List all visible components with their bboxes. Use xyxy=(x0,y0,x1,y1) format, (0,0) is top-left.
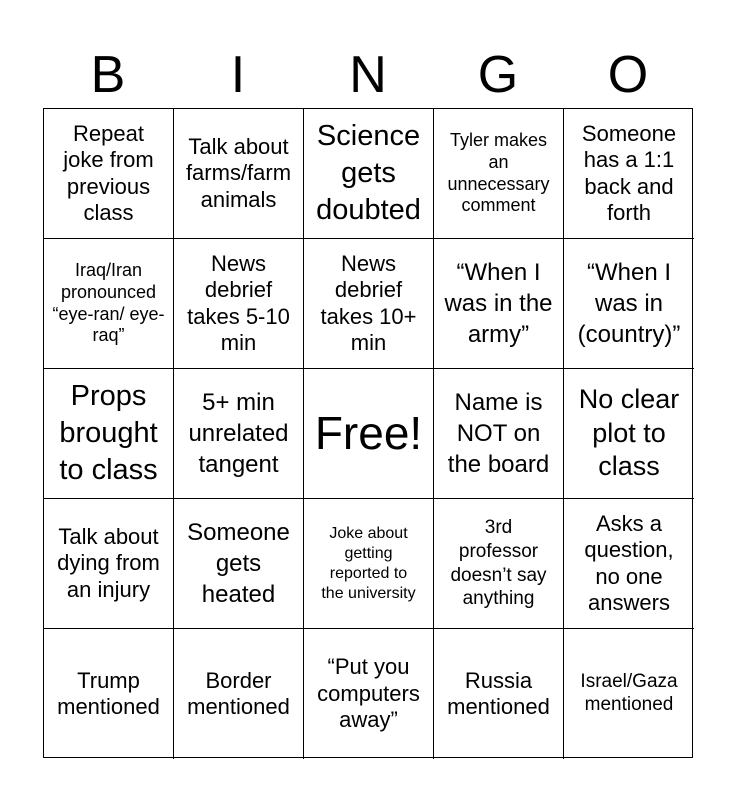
bingo-cell-free[interactable]: Free! xyxy=(304,369,434,499)
bingo-cell-r1-c1[interactable]: Repeat joke from previous class xyxy=(44,109,174,239)
bingo-cell-r3-c1[interactable]: Props brought to class xyxy=(44,369,174,499)
bingo-cell-r2-c4[interactable]: “When I was in the army” xyxy=(434,239,564,369)
bingo-cell-r1-c4[interactable]: Tyler makes an unnecessary comment xyxy=(434,109,564,239)
bingo-cell-r3-c4[interactable]: Name is NOT on the board xyxy=(434,369,564,499)
bingo-cell-r5-c1[interactable]: Trump mentioned xyxy=(44,629,174,759)
bingo-cell-r2-c5[interactable]: “When I was in (country)” xyxy=(564,239,694,369)
bingo-cell-r5-c2[interactable]: Border mentioned xyxy=(174,629,304,759)
header-letter-i: I xyxy=(230,46,246,104)
bingo-cell-r1-c3[interactable]: Science gets doubted xyxy=(304,109,434,239)
bingo-header xyxy=(43,40,693,108)
bingo-cell-r5-c5[interactable]: Israel/Gaza mentioned xyxy=(580,671,678,715)
header-letter-g: G xyxy=(477,46,519,104)
bingo-cell-r3-c2[interactable]: 5+ min unrelated tangent xyxy=(174,369,304,499)
bingo-cell-r2-c2[interactable]: News debrief takes 5-10 min xyxy=(174,239,304,369)
bingo-cell-r4-c1[interactable]: Talk about dying from an injury xyxy=(44,499,174,629)
bingo-cell-r4-c5[interactable]: Asks a question, no one answers xyxy=(564,499,694,629)
bingo-cell-r2-c3[interactable]: News debrief takes 10+ min xyxy=(304,239,434,369)
header-letter-b: B xyxy=(90,46,126,104)
bingo-cell-r4-c4[interactable]: 3rd professor doesn’t say anything xyxy=(434,499,564,629)
header-letter-o: O xyxy=(607,46,649,104)
header-letter-n: N xyxy=(349,46,387,104)
bingo-cell-r2-c1[interactable]: Iraq/Iran pronounced “eye-ran/ eye-raq” xyxy=(44,239,174,369)
bingo-cell-r1-c2[interactable]: Talk about farms/farm animals xyxy=(174,109,304,239)
bingo-cell-r5-c3[interactable]: “Put you computers away” xyxy=(304,629,434,759)
bingo-cell-r5-c4[interactable]: Russia mentioned xyxy=(434,629,564,759)
bingo-board xyxy=(43,108,693,758)
bingo-cell-r1-c5[interactable]: Someone has a 1:1 back and forth xyxy=(564,109,694,239)
bingo-cell-r3-c5[interactable]: No clear plot to class xyxy=(564,369,694,499)
bingo-cell-r4-c2[interactable]: Someone gets heated xyxy=(174,499,304,629)
bingo-cell-r4-c3[interactable]: Joke about getting reported to the university xyxy=(304,499,434,629)
